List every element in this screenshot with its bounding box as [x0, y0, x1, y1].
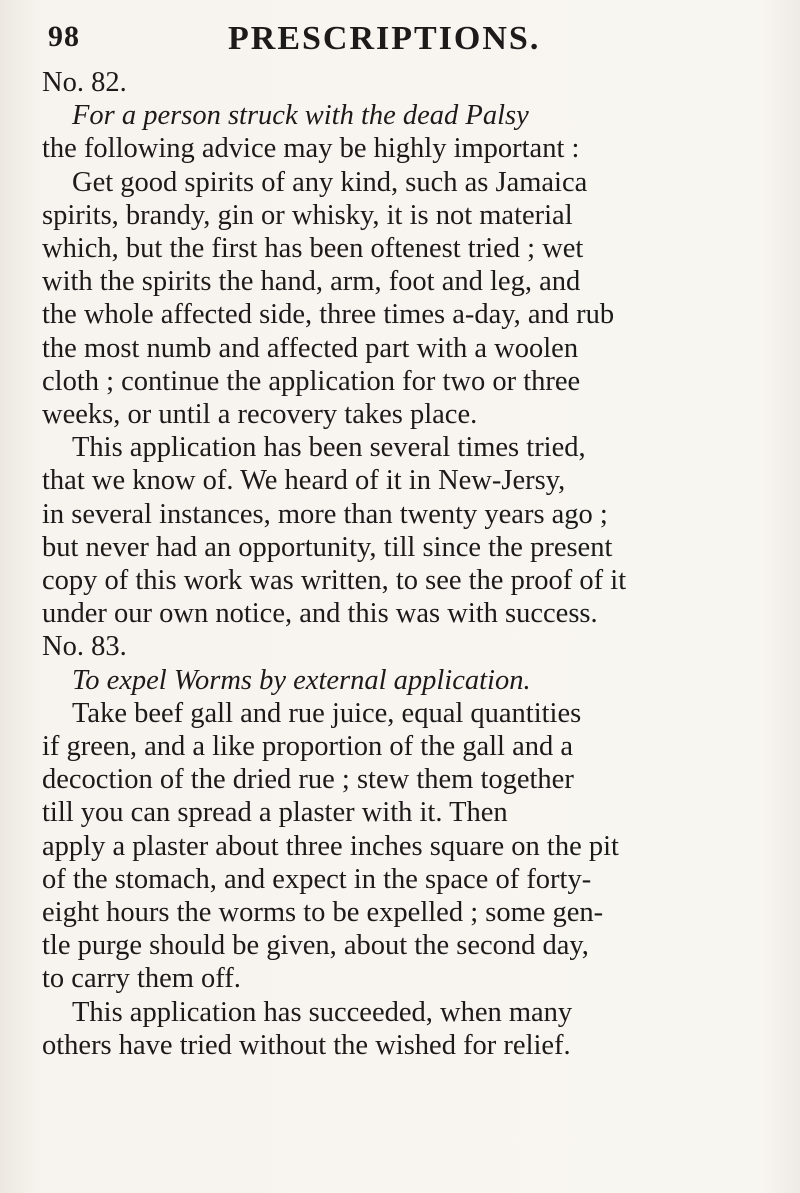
text-line: till you can spread a plaster with it. Then — [42, 797, 508, 829]
paragraph — [42, 132, 762, 431]
text-line: eight hours the worms to be expelled ; some gen- — [42, 897, 604, 929]
text-line: the most numb and affected part with a woolen — [42, 332, 579, 364]
text-line: under our own notice, and this was with success. — [42, 598, 598, 630]
page-header — [48, 18, 700, 64]
text-line: which, but the first has been oftenest tried ; wet — [42, 233, 584, 265]
text-line: others have tried without the wished for relief. — [42, 1029, 571, 1061]
text-line: tle purge should be given, about the second day, — [42, 930, 589, 962]
text-line: in several instances, more than twenty years ago ; — [42, 498, 608, 530]
text-line: the following advice may be highly important : — [42, 133, 580, 165]
text-line: copy of this work was written, to see the proof of it — [42, 565, 627, 597]
running-title: PRESCRIPTIONS. — [228, 20, 541, 57]
text-line: apply a plaster about three inches square on the pit — [42, 830, 619, 862]
text-line: of the stomach, and expect in the space of forty- — [42, 863, 592, 895]
text-line: that we know of. We heard of it in New-Jersy, — [42, 465, 566, 497]
text-line: weeks, or until a recovery takes place. — [42, 399, 478, 431]
text-line: to carry them off. — [42, 963, 241, 995]
text-line: but never had an opportunity, till since the present — [42, 531, 613, 563]
text-line: Get good spirits of any kind, such as Jamaica — [72, 166, 588, 198]
prescription-number-83: No. 83. — [42, 631, 127, 663]
text-line: spirits, brandy, gin or whisky, it is not material — [42, 199, 573, 231]
text-line: Take beef gall and rue juice, equal quantities — [72, 697, 582, 729]
text-line: the whole affected side, three times a-day, and rub — [42, 299, 615, 331]
prescription-title-83: To expel Worms by external application. — [72, 664, 531, 696]
text-line: if green, and a like proportion of the gall and a — [42, 731, 574, 763]
text-line: decoction of the dried rue ; stew them together — [42, 764, 574, 796]
page-number: 98 — [48, 20, 80, 53]
paragraph — [42, 996, 762, 1062]
prescription-title-82: For a person struck with the dead Palsy — [72, 100, 529, 132]
text-line: This application has succeeded, when many — [72, 996, 573, 1028]
text-line: This application has been several times tried, — [72, 432, 586, 464]
paragraph — [42, 697, 762, 996]
text-line: cloth ; continue the application for two or three — [42, 365, 581, 397]
text-line: with the spirits the hand, arm, foot and leg, and — [42, 266, 581, 298]
paragraph — [42, 431, 762, 630]
page-body — [42, 66, 762, 1062]
prescription-number-82: No. 82. — [42, 67, 127, 98]
